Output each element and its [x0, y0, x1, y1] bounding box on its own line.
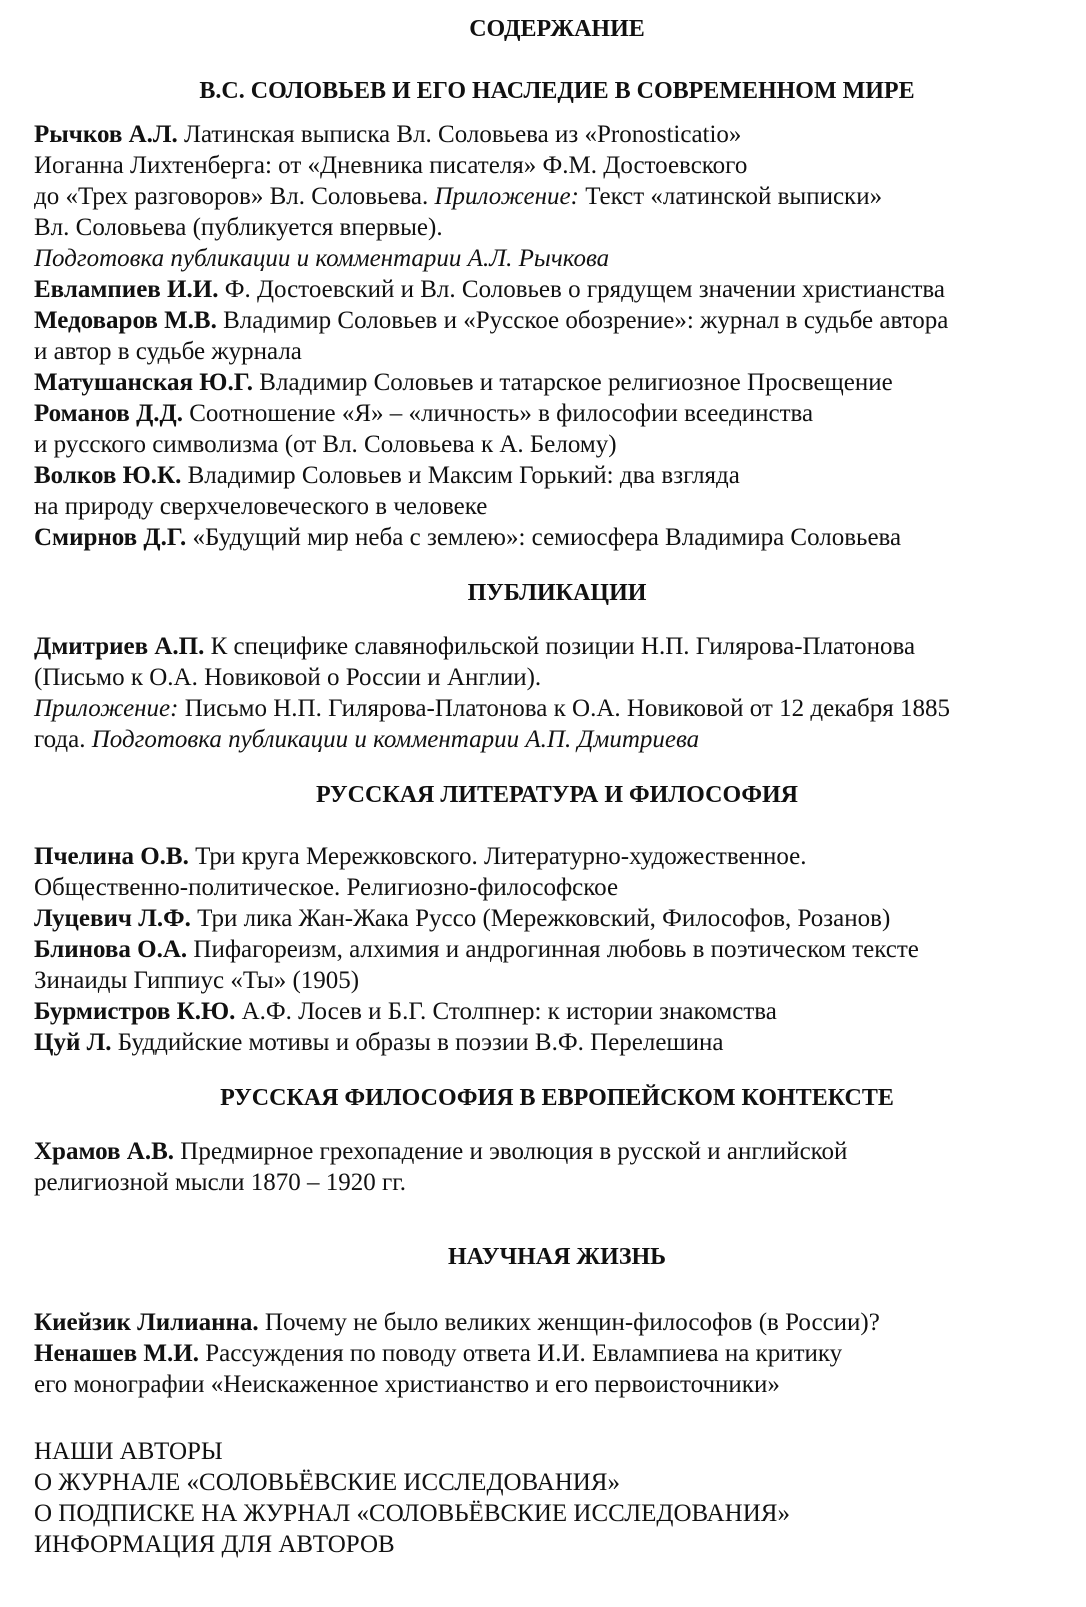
entry-author: Киейзик Лилианна.	[34, 1309, 259, 1336]
toc-entry-line	[34, 1027, 1064, 1058]
entry-author: Матушанская Ю.Г.	[34, 369, 254, 396]
toc-entry-line	[34, 693, 1064, 724]
toc-entry-line	[34, 903, 1064, 934]
entry-title: К специфике славянофильской позиции Н.П. Гилярова-Платонова	[204, 633, 916, 660]
toc-entry	[34, 996, 1064, 1027]
entry-title: Три круга Мережковского. Литературно-художественное.	[188, 843, 807, 870]
section-heading-publications: ПУБЛИКАЦИИ	[467, 580, 647, 606]
entry-title-continued: Иоганна Лихтенберга: от «Дневника писателя» Ф.М. Достоевского	[34, 152, 748, 179]
toc-entry-line	[34, 367, 1064, 398]
entry-author: Бурмистров К.Ю.	[34, 998, 236, 1025]
toc-entry	[34, 1338, 1064, 1400]
toc-entry	[34, 367, 1064, 398]
toc-entry	[34, 903, 1064, 934]
entry-title: Латинская выписка Вл. Соловьева из «Pronosticatio»	[177, 121, 742, 148]
section-heading-solovyov: В.С. СОЛОВЬЕВ И ЕГО НАСЛЕДИЕ В СОВРЕМЕННОМ МИРЕ	[199, 78, 915, 104]
entry-author: Волков Ю.К.	[34, 462, 182, 489]
entry-author: Пчелина О.В.	[34, 843, 189, 870]
entry-title-continued: религиозной мысли 1870 – 1920 гг.	[34, 1169, 406, 1196]
toc-entry-line	[34, 522, 1064, 553]
section-heading-scientific-life: НАУЧНАЯ ЖИЗНЬ	[447, 1244, 667, 1270]
entry-title: Соотношение «Я» – «личность» в философии всеединства	[182, 400, 814, 427]
toc-entry	[34, 460, 1064, 522]
toc-entry	[34, 934, 1064, 996]
appendix-label: Приложение:	[434, 183, 579, 210]
section-heading-european-context: РУССКАЯ ФИЛОСОФИЯ В ЕВРОПЕЙСКОМ КОНТЕКСТЕ	[220, 1085, 894, 1111]
entry-author: Цуй Л.	[34, 1029, 112, 1056]
entry-title-continued: года.	[34, 726, 92, 753]
toc-entry	[34, 398, 1064, 460]
entry-editor-note: Подготовка публикации и комментарии А.П. Дмитриева	[91, 726, 700, 753]
entry-title-continued: его монографии «Неискаженное христианство и его первоисточники»	[34, 1371, 780, 1398]
entry-author: Ненашев М.И.	[34, 1340, 199, 1367]
toc-entry-line	[34, 181, 1064, 212]
entry-title: Пифагореизм, алхимия и андрогинная любовь в поэтическом тексте	[187, 936, 919, 963]
section-heading-literature: РУССКАЯ ЛИТЕРАТУРА И ФИЛОСОФИЯ	[315, 782, 799, 808]
entry-title: Почему не было великих женщин-философов (в России)?	[258, 1309, 880, 1336]
entry-editor-note: Подготовка публикации и комментарии А.Л. Рычкова	[34, 245, 610, 272]
toc-entry-line	[34, 460, 1064, 491]
entry-title: Буддийские мотивы и образы в поэзии В.Ф. Перелешина	[111, 1029, 724, 1056]
back-matter-subscription: О ПОДПИСКЕ НА ЖУРНАЛ «СОЛОВЬЁВСКИЕ ИССЛЕДОВАНИЯ»	[34, 1500, 790, 1527]
entry-title-continued: Общественно-политическое. Религиозно-философское	[34, 874, 619, 901]
back-matter-about-journal: О ЖУРНАЛЕ «СОЛОВЬЁВСКИЕ ИССЛЕДОВАНИЯ»	[34, 1469, 620, 1496]
appendix-title: Письмо Н.П. Гилярова-Платонова к О.А. Новиковой от 12 декабря 1885	[178, 695, 950, 722]
entry-title: Предмирное грехопадение и эволюция в русской и английской	[174, 1138, 848, 1165]
back-matter-our-authors: НАШИ АВТОРЫ	[34, 1438, 223, 1465]
entry-title: А.Ф. Лосев и Б.Г. Столпнер: к истории знакомства	[235, 998, 777, 1025]
entry-title: Ф. Достоевский и Вл. Соловьев о грядущем значении христианства	[218, 276, 945, 303]
contents-page	[34, 14, 1064, 1560]
back-matter-list	[34, 1436, 1064, 1560]
toc-entry	[34, 841, 1064, 903]
entry-title-continued: Вл. Соловьева (публикуется впервые).	[34, 214, 443, 241]
toc-entry-line	[34, 996, 1064, 1027]
entry-title: Три лика Жан-Жака Руссо (Мережковский, Философов, Розанов)	[190, 905, 891, 932]
entry-author: Смирнов Д.Г.	[34, 524, 187, 551]
toc-entry-line	[34, 398, 1064, 429]
toc-entry-line	[34, 1338, 1064, 1369]
back-matter-info-for-authors: ИНФОРМАЦИЯ ДЛЯ АВТОРОВ	[34, 1531, 395, 1558]
entry-author: Храмов А.В.	[34, 1138, 175, 1165]
toc-entry	[34, 1136, 1064, 1198]
entry-title: Владимир Соловьев и Максим Горький: два взгляда	[181, 462, 740, 489]
toc-entry-line	[34, 724, 1064, 755]
entry-title: Владимир Соловьев и татарское религиозное Просвещение	[253, 369, 893, 396]
entry-author: Луцевич Л.Ф.	[34, 905, 191, 932]
entry-title-continued: (Письмо к О.А. Новиковой о России и Англии).	[34, 664, 542, 691]
entry-title: Владимир Соловьев и «Русское обозрение»: журнал в судьбе автора	[216, 307, 949, 334]
toc-entry-line	[34, 934, 1064, 965]
page-title: СОДЕРЖАНИЕ	[469, 16, 645, 42]
entry-author: Блинова О.А.	[34, 936, 188, 963]
entry-title-continued: и русского символизма (от Вл. Соловьева к А. Белому)	[34, 431, 617, 458]
toc-entry	[34, 305, 1064, 367]
entry-title-continued: Зинаиды Гиппиус «Ты» (1905)	[34, 967, 360, 994]
appendix-label: Приложение:	[34, 695, 179, 722]
entry-title-continued: до «Трех разговоров» Вл. Соловьева.	[34, 183, 435, 210]
toc-entry-line	[34, 274, 1064, 305]
entry-author: Дмитриев А.П.	[34, 633, 205, 660]
toc-entry-line	[34, 305, 1064, 336]
toc-entry	[34, 119, 1064, 274]
entry-author: Рычков А.Л.	[34, 121, 178, 148]
toc-entry	[34, 522, 1064, 553]
toc-entry-line	[34, 631, 1064, 662]
entry-title-continued: на природу сверхчеловеческого в человеке	[34, 493, 488, 520]
toc-entry-line	[34, 1307, 1064, 1338]
entry-author: Романов Д.Д.	[34, 400, 183, 427]
entry-title: Рассуждения по поводу ответа И.И. Евлампиева на критику	[198, 1340, 843, 1367]
toc-entry	[34, 274, 1064, 305]
entry-title-continued: и автор в судьбе журнала	[34, 338, 302, 365]
toc-entry	[34, 1027, 1064, 1058]
appendix-title: Текст «латинской выписки»	[578, 183, 883, 210]
entry-author: Евлампиев И.И.	[34, 276, 219, 303]
entry-author: Медоваров М.В.	[34, 307, 217, 334]
toc-entry-line	[34, 119, 1064, 150]
entry-title: «Будущий мир неба с землею»: семиосфера Владимира Соловьева	[186, 524, 902, 551]
toc-entry-line	[34, 1136, 1064, 1167]
toc-entry-line	[34, 841, 1064, 872]
toc-entry	[34, 631, 1064, 755]
toc-entry	[34, 1307, 1064, 1338]
